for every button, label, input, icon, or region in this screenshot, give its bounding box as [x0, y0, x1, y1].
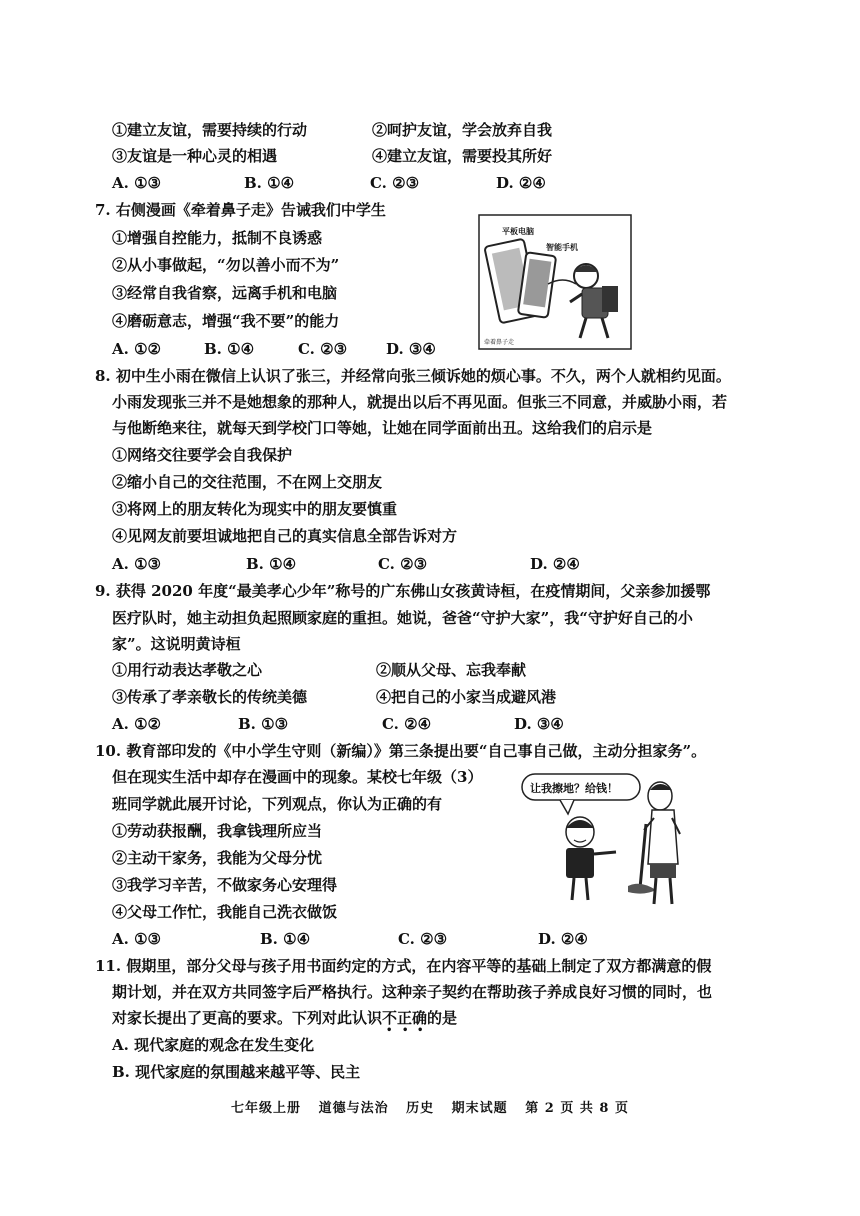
q11-emphasis-text: 不正确	[382, 1009, 428, 1027]
q9-statement-2: ②顺从父母、忘我奉献	[376, 661, 527, 679]
q6-statement-2: ②呵护友谊，学会放弃自我	[372, 121, 553, 139]
cartoon-speech-bubble: 让我擦地？给钱！	[530, 782, 618, 795]
q6-statement-4: ④建立友谊，需要投其所好	[372, 147, 553, 165]
q10-option-a: A. ①③	[112, 930, 161, 948]
q7-statement-4: ④磨砺意志，增强“我不要”的能力	[112, 312, 340, 330]
q8-statement-4: ④见网友前要坦诚地把自己的真实信息全部告诉对方	[112, 527, 458, 545]
cartoon-label-phone: 智能手机	[546, 243, 578, 252]
q9-option-d: D. ③④	[514, 715, 564, 733]
footer-exam: 期末试题	[451, 1101, 508, 1116]
q11-stem-line-3-part-c: 的是	[427, 1009, 458, 1027]
q10-cartoon-image	[520, 768, 700, 908]
q8-statement-2: ②缩小自己的交往范围，不在网上交朋友	[112, 473, 383, 491]
q7-option-c: C. ②③	[298, 340, 348, 358]
footer-grade: 七年级上册	[231, 1101, 302, 1116]
q10-statement-4: ④父母工作忙，我能自己洗衣做饭	[112, 903, 338, 921]
q7-stem: 7. 右侧漫画《牵着鼻子走》告诫我们中学生	[95, 201, 386, 219]
q6-statement-3: ③友谊是一种心灵的相遇	[112, 147, 278, 165]
q11-option-b: B. 现代家庭的氛围越来越平等、民主	[112, 1063, 361, 1081]
q6-statement-1: ①建立友谊，需要持续的行动	[112, 121, 308, 139]
q7-statement-3: ③经常自我省察，远离手机和电脑	[112, 284, 338, 302]
q9-option-c: C. ②④	[382, 715, 432, 733]
q11-stem-line-3-part-a: 对家长提出了更高的要求。下列对此认识	[112, 1009, 383, 1027]
q6-option-d: D. ②④	[496, 174, 546, 192]
footer-subject-2: 历史	[406, 1101, 435, 1116]
footer-subject-1: 道德与法治	[318, 1101, 389, 1116]
q8-option-d: D. ②④	[530, 555, 580, 573]
cartoon-label-tablet: 平板电脑	[502, 227, 534, 236]
q11-option-a: A. 现代家庭的观念在发生变化	[112, 1036, 315, 1054]
q9-statement-3: ③传承了孝亲敬长的传统美德	[112, 688, 308, 706]
q8-option-b: B. ①④	[246, 555, 297, 573]
emphasis-dot: •	[386, 1025, 393, 1036]
q11-stem-line-2: 期计划，并在双方共同签字后严格执行。这种亲子契约在帮助孩子养成良好习惯的同时，也	[112, 983, 713, 1001]
q8-stem-line-1: 8. 初中生小雨在微信上认识了张三，并经常向张三倾诉她的烦心事。不久，两个人就相约见面。	[95, 367, 731, 385]
q7-option-d: D. ③④	[386, 340, 436, 358]
q9-stem-line-2: 医疗队时，她主动担负起照顾家庭的重担。她说，爸爸“守护大家”，我“守护好自己的小	[112, 609, 693, 627]
q10-stem-line-1: 10. 教育部印发的《中小学生守则（新编）》第三条提出要“自己事自己做，主动分担家务”。	[95, 742, 707, 760]
emphasis-dot: •	[402, 1025, 409, 1036]
q7-statement-1: ①增强自控能力，抵制不良诱惑	[112, 229, 323, 247]
q10-stem-line-3: 班同学就此展开讨论，下列观点，你认为正确的有	[112, 795, 443, 813]
q8-statement-1: ①网络交往要学会自我保护	[112, 446, 293, 464]
q6-option-c: C. ②③	[370, 174, 420, 192]
q7-statement-2: ②从小事做起，“勿以善小而不为”	[112, 256, 340, 274]
q7-option-a: A. ①②	[112, 340, 161, 358]
q11-stem-line-1: 11. 假期里，部分父母与孩子用书面约定的方式，在内容平等的基础上制定了双方都满意的假	[95, 957, 712, 975]
q8-stem-line-3: 与他断绝来往，就每天到学校门口等她，让她在同学面前出丑。这给我们的启示是	[112, 419, 653, 437]
cartoon-caption: 牵着鼻子走	[484, 339, 515, 346]
q11-emphasis-not-correct	[382, 1009, 428, 1036]
q8-statement-3: ③将网上的朋友转化为现实中的朋友要慎重	[112, 500, 398, 518]
q10-option-c: C. ②③	[398, 930, 448, 948]
q10-statement-2: ②主动干家务，我能为父母分忧	[112, 849, 323, 867]
q9-statement-4: ④把自己的小家当成避风港	[376, 688, 557, 706]
q9-stem-line-3: 家”。这说明黄诗桓	[112, 635, 241, 653]
q7-cartoon-image	[478, 214, 632, 350]
q9-option-a: A. ①②	[112, 715, 161, 733]
emphasis-dot: •	[417, 1025, 424, 1036]
q8-option-a: A. ①③	[112, 555, 161, 573]
q10-statement-1: ①劳动获报酬，我拿钱理所应当	[112, 822, 323, 840]
q7-option-b: B. ①④	[204, 340, 255, 358]
q10-statement-3: ③我学习辛苦，不做家务心安理得	[112, 876, 338, 894]
page-footer	[0, 1097, 860, 1116]
q11-stem-line-3	[112, 1008, 458, 1036]
q9-stem-line-1: 9. 获得 2020 年度“最美孝心少年”称号的广东佛山女孩黄诗桓，在疫情期间，父亲参加援鄂	[95, 582, 711, 600]
q10-stem-line-2: 但在现实生活中却存在漫画中的现象。某校七年级（3）	[112, 768, 483, 786]
footer-page-number: 第 2 页 共 8 页	[525, 1101, 629, 1116]
q9-option-b: B. ①③	[238, 715, 289, 733]
q10-option-d: D. ②④	[538, 930, 588, 948]
q6-option-a: A. ①③	[112, 174, 161, 192]
q8-option-c: C. ②③	[378, 555, 428, 573]
q8-stem-line-2: 小雨发现张三并不是她想象的那种人，就提出以后不再见面。但张三不同意，并威胁小雨，若	[112, 393, 728, 411]
q10-option-b: B. ①④	[260, 930, 311, 948]
q6-option-b: B. ①④	[244, 174, 295, 192]
q9-statement-1: ①用行动表达孝敬之心	[112, 661, 263, 679]
